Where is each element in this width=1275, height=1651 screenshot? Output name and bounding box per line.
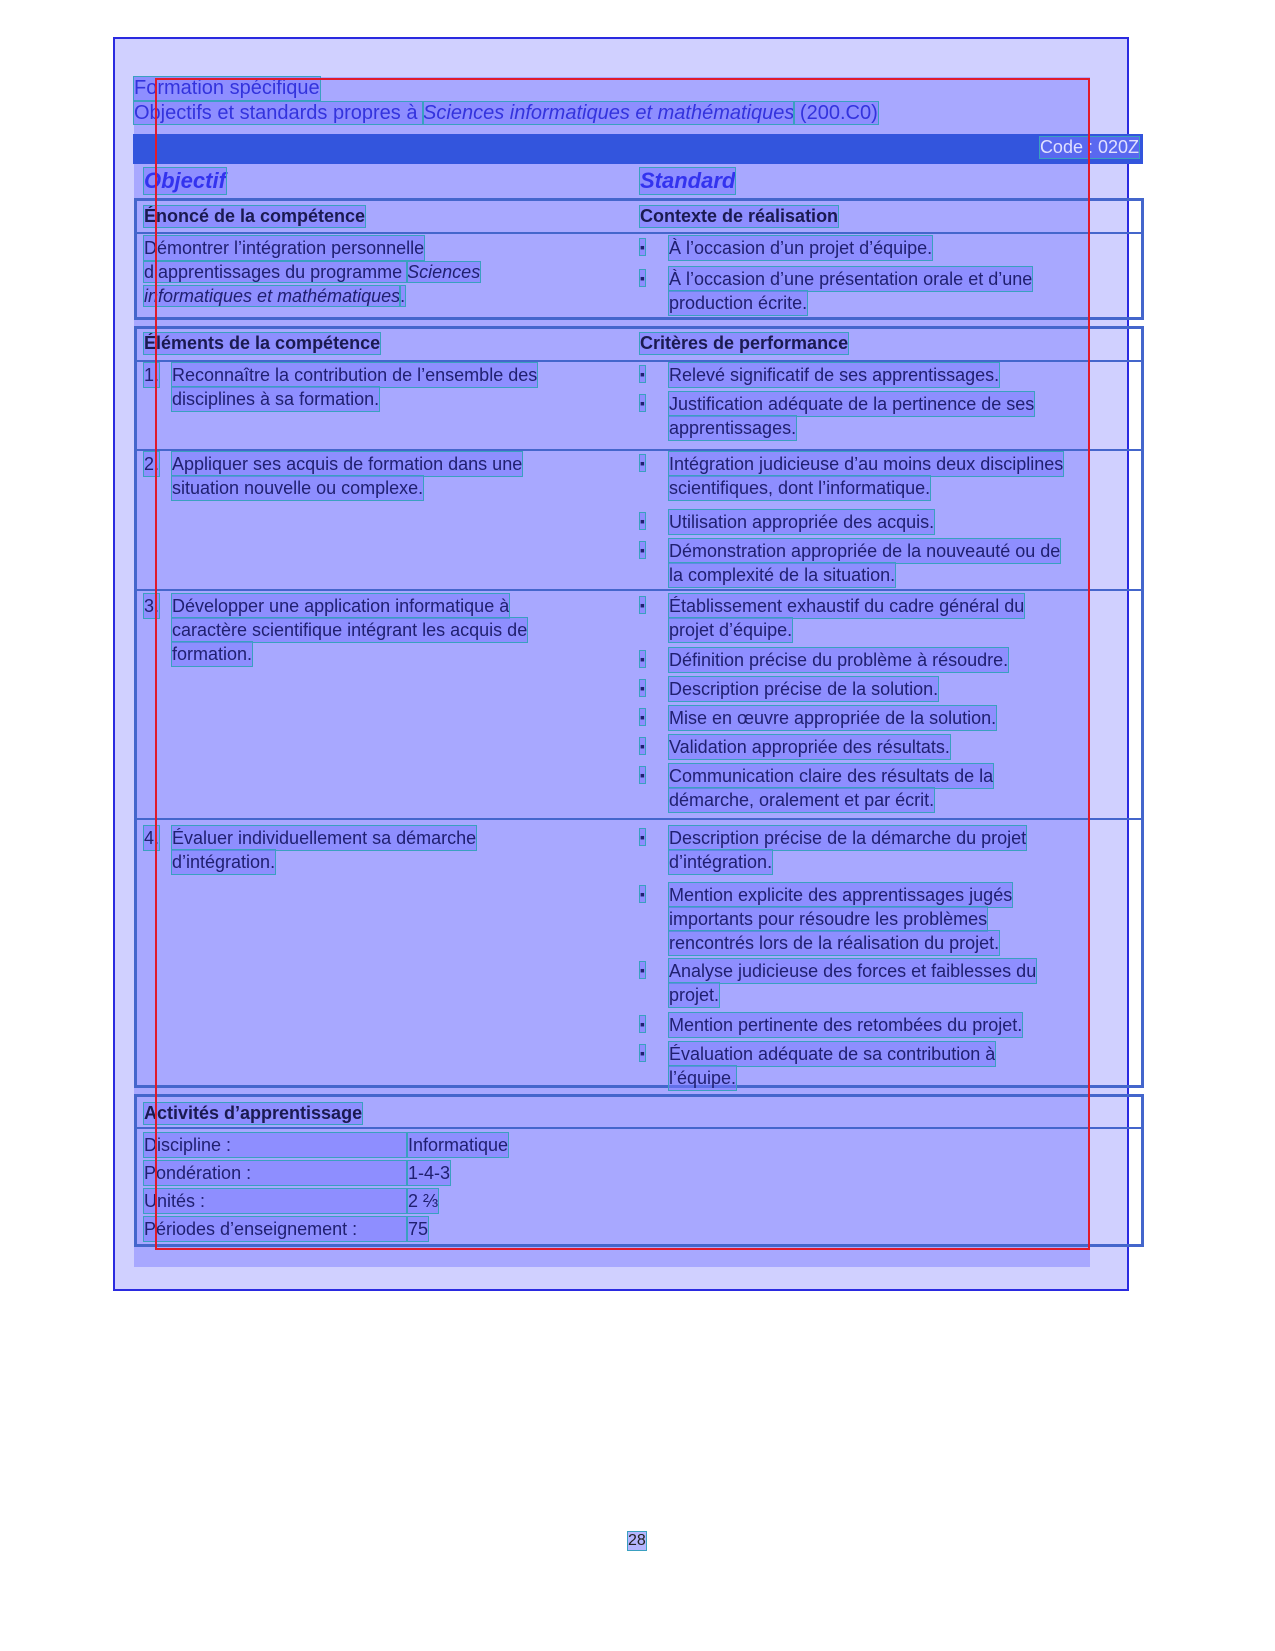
row-divider: [137, 360, 1141, 362]
statement-end: .: [400, 286, 406, 306]
criterion-line: la complexité de la situation.: [669, 565, 896, 585]
row-divider: [137, 589, 1141, 591]
bullet-icon: ▪: [640, 767, 645, 783]
criterion-line: Évaluation adéquate de sa contribution à: [669, 1044, 996, 1064]
column-objectif: Objectif: [144, 168, 226, 193]
criterion-line: Mise en œuvre appropriée de la solution.: [669, 708, 997, 728]
context-heading: Contexte de réalisation: [640, 206, 839, 226]
criterion-line: Intégration judicieuse d’au moins deux disciplines: [669, 454, 1064, 474]
row-divider: [137, 1127, 1141, 1129]
bullet-icon: ▪: [640, 829, 645, 845]
bullet-icon: ▪: [640, 239, 645, 255]
bullet-icon: ▪: [640, 962, 645, 978]
element-text-line: disciplines à sa formation.: [172, 389, 380, 409]
section-title: Formation spécifique: [134, 77, 320, 99]
criterion-line: Analyse judicieuse des forces et faiblesses du: [669, 961, 1037, 981]
criterion-line: rencontrés lors de la réalisation du projet.: [669, 933, 1000, 953]
bullet-icon: ▪: [640, 455, 645, 471]
criterion-line: projet.: [669, 985, 720, 1005]
criterion-line: Établissement exhaustif du cadre général du: [669, 596, 1025, 616]
bullet-icon: ▪: [640, 680, 645, 696]
element-text-line: Appliquer ses acquis de formation dans une: [172, 454, 523, 474]
context-line: production écrite.: [669, 293, 808, 313]
criterion-line: Communication claire des résultats de la: [669, 766, 994, 786]
criterion-line: Validation appropriée des résultats.: [669, 737, 950, 757]
criterion-line: Relevé significatif de ses apprentissages.: [669, 365, 1000, 385]
criterion-line: importants pour résoudre les problèmes: [669, 909, 988, 929]
criterion-line: Description précise de la démarche du projet: [669, 828, 1027, 848]
activity-label: Périodes d’enseignement :: [144, 1217, 406, 1241]
element-text-line: formation.: [172, 644, 253, 664]
program-title: [134, 102, 878, 125]
activity-label: Unités :: [144, 1189, 406, 1213]
elements-heading: Éléments de la compétence: [144, 333, 381, 353]
context-line: À l’occasion d’un projet d’équipe.: [669, 238, 933, 258]
row-divider: [137, 818, 1141, 820]
criterion-line: projet d’équipe.: [669, 620, 793, 640]
element-text-line: situation nouvelle ou complexe.: [172, 478, 424, 498]
element-text-line: d’intégration.: [172, 852, 276, 872]
element-text-line: Évaluer individuellement sa démarche: [172, 828, 477, 848]
activity-value: Informatique: [408, 1135, 509, 1155]
row-divider: [137, 449, 1141, 451]
statement-line: d’apprentissages du programme: [144, 262, 408, 282]
criterion-line: Démonstration appropriée de la nouveauté ou de: [669, 541, 1061, 561]
criterion-line: Définition précise du problème à résoudre.: [669, 650, 1009, 670]
program-name: Sciences informatiques et mathématiques: [423, 102, 795, 124]
row-divider: [137, 232, 1141, 234]
element-number: 2.: [144, 454, 160, 474]
bullet-icon: ▪: [640, 395, 645, 411]
bullet-icon: ▪: [640, 886, 645, 902]
bullet-icon: ▪: [640, 366, 645, 382]
criterion-line: Mention explicite des apprentissages jugés: [669, 885, 1013, 905]
activities-heading: Activités d’apprentissage: [144, 1103, 363, 1123]
competence-statement: [144, 236, 480, 308]
bullet-icon: ▪: [640, 1045, 645, 1061]
statement-program: Sciences: [407, 262, 481, 282]
element-text-line: caractère scientifique intégrant les acquis de: [172, 620, 528, 640]
bullet-icon: ▪: [640, 597, 645, 613]
criterion-line: Mention pertinente des retombées du projet.: [669, 1015, 1023, 1035]
criterion-line: scientifiques, dont l’informatique.: [669, 478, 931, 498]
competence-code: Code : 020Z: [1039, 137, 1139, 157]
bullet-icon: ▪: [640, 542, 645, 558]
element-number: 1.: [144, 365, 160, 385]
activity-label: Discipline :: [144, 1133, 406, 1157]
criterion-line: Description précise de la solution.: [669, 679, 939, 699]
criterion-line: Utilisation appropriée des acquis.: [669, 512, 935, 532]
activity-value: 2 ⅔: [408, 1191, 439, 1211]
bullet-icon: ▪: [640, 513, 645, 529]
code-bar: [133, 134, 1143, 164]
bullet-icon: ▪: [640, 709, 645, 725]
criterion-line: l’équipe.: [669, 1068, 737, 1088]
element-number: 4.: [144, 828, 160, 848]
criterion-line: démarche, oralement et par écrit.: [669, 790, 935, 810]
activity-value: 1-4-3: [408, 1163, 451, 1183]
element-text-line: Développer une application informatique à: [172, 596, 510, 616]
activity-label: Pondération :: [144, 1161, 406, 1185]
page-number: 28: [628, 1532, 646, 1549]
bullet-icon: ▪: [640, 651, 645, 667]
program-title-pre: Objectifs et standards propres à: [134, 102, 424, 124]
activity-value: 75: [408, 1219, 429, 1239]
element-number: 3.: [144, 596, 160, 616]
bullet-icon: ▪: [640, 1016, 645, 1032]
competence-heading: Énoncé de la compétence: [144, 206, 366, 226]
statement-program: informatiques et mathématiques: [144, 286, 401, 306]
element-text-line: Reconnaître la contribution de l’ensemble des: [172, 365, 538, 385]
bullet-icon: ▪: [640, 738, 645, 754]
program-code: (200.C0): [794, 102, 878, 124]
criterion-line: d’intégration.: [669, 852, 773, 872]
column-standard: Standard: [640, 168, 736, 193]
criterion-line: Justification adéquate de la pertinence de ses: [669, 394, 1035, 414]
statement-line: Démontrer l’intégration personnelle: [144, 238, 425, 258]
context-line: À l’occasion d’une présentation orale et d’une: [669, 269, 1033, 289]
criterion-line: apprentissages.: [669, 418, 797, 438]
criteria-heading: Critères de performance: [640, 333, 849, 353]
bullet-icon: ▪: [640, 270, 645, 286]
